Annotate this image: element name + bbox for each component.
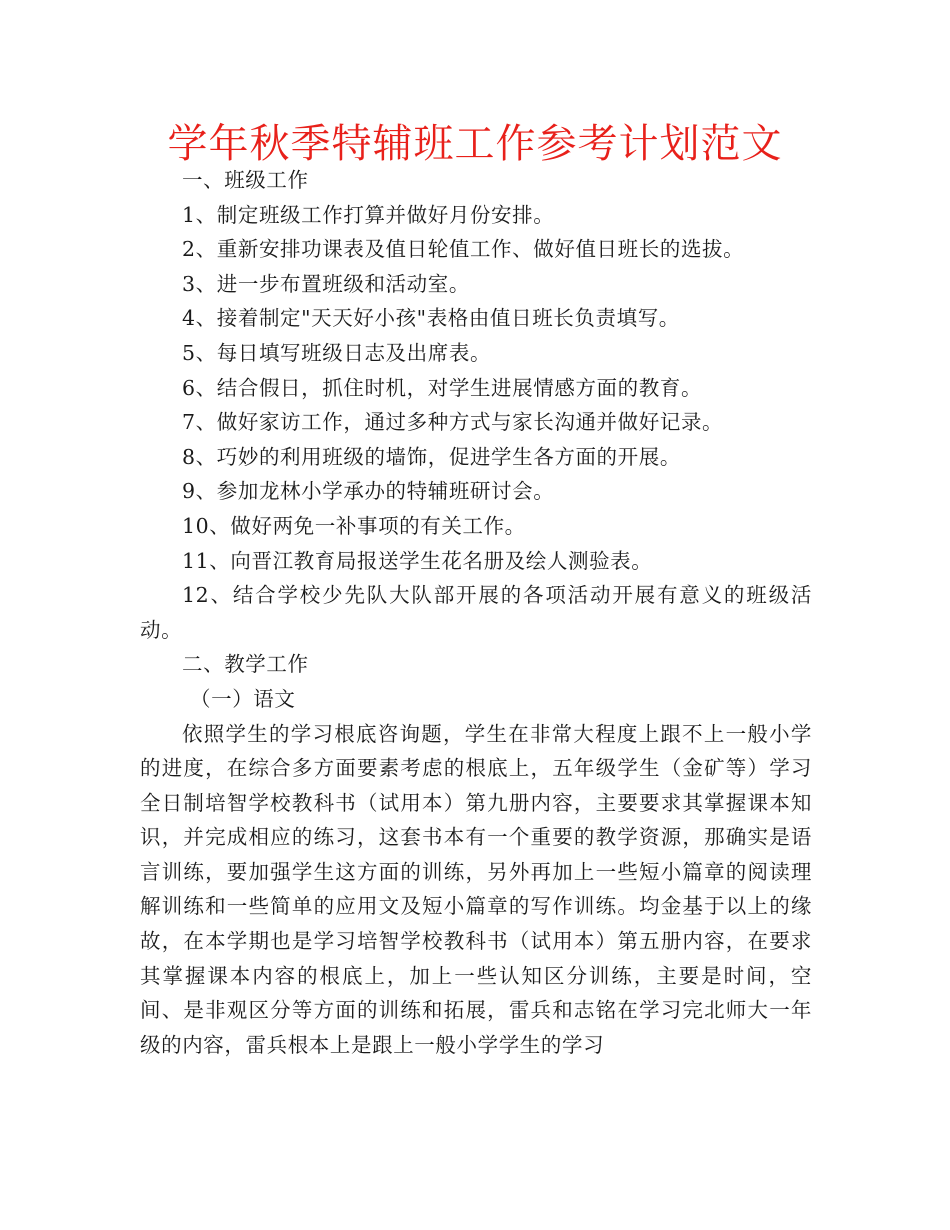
list-item: 1、制定班级工作打算并做好月份安排。: [182, 202, 555, 227]
list-item: 3、进一步布置班级和活动室。: [182, 271, 470, 296]
list-item: 5、每日填写班级日志及出席表。: [182, 340, 492, 365]
document-title: 学年秋季特辅班工作参考计划范文: [167, 121, 783, 167]
section-heading-class-work: 一、班级工作: [182, 168, 309, 192]
document-body: [140, 163, 812, 1062]
body-paragraph: 依照学生的学习根底咨询题，学生在非常大程度上跟不上一般小学的进度，在综合多方面要素考虑的根底上，五年级学生（金矿等）学习全日制培智学校教科书（试用本）第九册内容，主要要求其掌握课本知识，并完成相应的练习，这套书本有一个重要的教学资源，那确实是语言训练，要加强学生这方面的训练，另外再加上一些短小篇章的阅读理解训练和一些简单的应用文及短小篇章的写作训练。均金基于以上的缘故，在本学期也是学习培智学校教科书（试用本）第五册内容，在要求其掌握课本内容的根底上，加上一些认知区分训练，主要是时间，空间、是非观区分等方面的训练和拓展，雷兵和志铭在学习完北师大一年级的内容，雷兵根本上是跟上一般小学学生的学习: [140, 721, 812, 1057]
list-item: 11、向晋江教育局报送学生花名册及绘人测验表。: [182, 548, 653, 573]
list-item: 9、参加龙林小学承办的特辅班研讨会。: [182, 479, 555, 504]
list-item: 12、结合学校少先队大队部开展的各项活动开展有意义的班级活动。: [140, 583, 812, 642]
list-item: 2、重新安排功课表及值日轮值工作、做好值日班长的选拔。: [182, 237, 745, 262]
list-item: 7、做好家访工作，通过多种方式与家长沟通并做好记录。: [182, 410, 724, 435]
list-item: 6、结合假日，抓住时机，对学生进展情感方面的教育。: [182, 375, 703, 400]
list-item: 8、巧妙的利用班级的墙饰，促进学生各方面的开展。: [182, 444, 681, 469]
list-item: 4、接着制定"天天好小孩"表格由值日班长负责填写。: [182, 306, 680, 331]
section-heading-teaching-work: 二、教学工作: [182, 652, 309, 677]
list-item: 10、做好两免一补事项的有关工作。: [182, 513, 526, 538]
subsection-heading-chinese: （一）语文: [190, 686, 296, 711]
